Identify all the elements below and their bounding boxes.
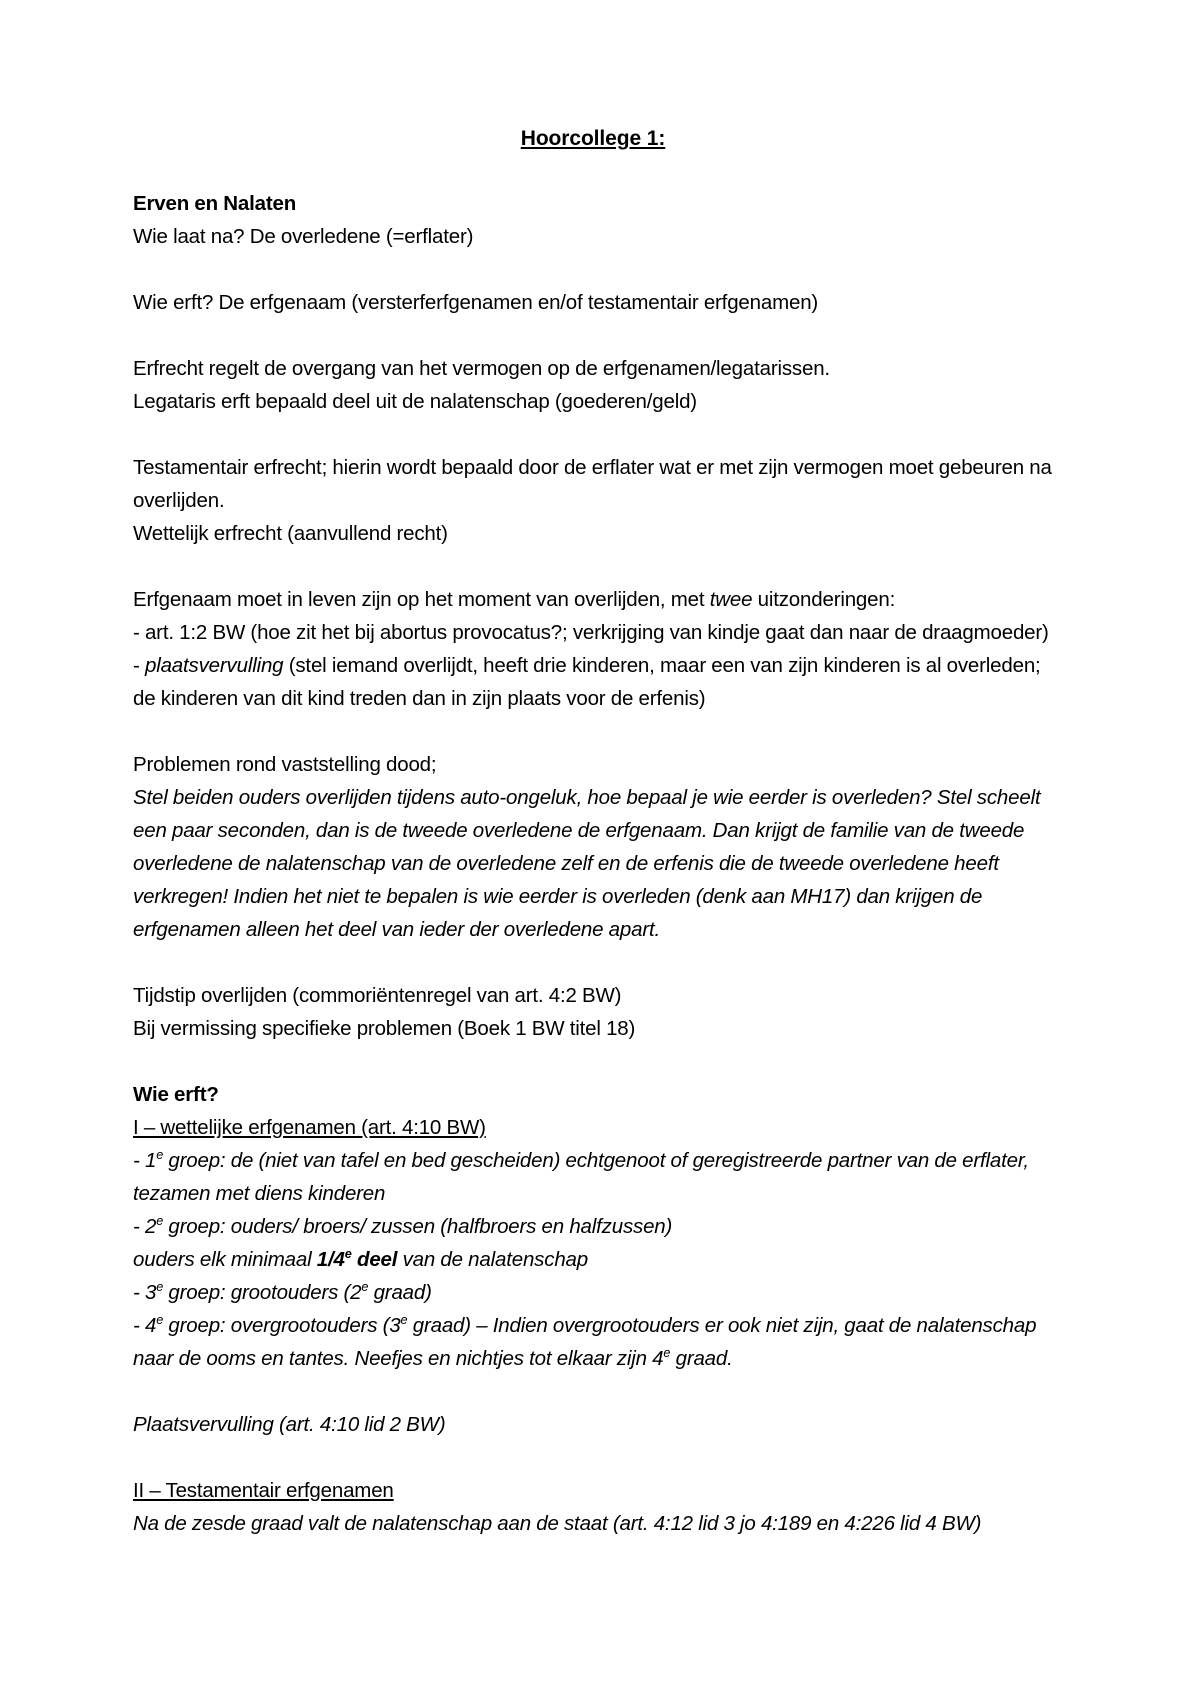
groep-2-post: groep: ouders/ broers/ zussen (halfbroers en halfzussen) — [163, 1215, 673, 1238]
groep-2-ordinal-suffix: e — [156, 1213, 164, 1229]
line-legataris: Legataris erft bepaald deel uit de nalatenschap (goederen/geld) — [133, 390, 697, 413]
list-item-groep-3 — [133, 1276, 1053, 1309]
line-erfrecht-regelt: Erfrecht regelt de overgang van het vermogen op de erfgenamen/legatarissen. — [133, 357, 830, 380]
list-item-uitzondering-1: - art. 1:2 BW (hoe zit het bij abortus provocatus?; verkrijging van kindje gaat dan naar de draagmoeder) — [133, 621, 1049, 644]
groep-4-mid: groep: overgrootouders (3 — [163, 1314, 401, 1337]
heading-erven-label: Erven en Nalaten — [133, 192, 297, 215]
heading-erven-en-nalaten — [133, 187, 1053, 220]
groep-3-pre: - 3 — [133, 1281, 157, 1304]
spacer — [133, 253, 1053, 286]
erfgenaam-post: uitzonderingen: — [752, 588, 896, 611]
line-vermissing: Bij vermissing specifieke problemen (Boek 1 BW titel 18) — [133, 1017, 636, 1040]
uitzondering-2-emphasis-plaatsvervulling: plaatsvervulling — [144, 654, 284, 677]
line-wettelijk-erfrecht: Wettelijk erfrecht (aanvullend recht) — [133, 522, 448, 545]
list-item-groep-4 — [133, 1309, 1053, 1375]
list-item-uitzondering-2 — [133, 649, 1053, 715]
page-title-text: Hoorcollege 1: — [520, 127, 666, 150]
spacer — [133, 319, 1053, 352]
spacer — [133, 946, 1053, 979]
heading-wettelijke-erfgenamen — [133, 1111, 1053, 1144]
page-title — [133, 124, 1053, 154]
erfgenaam-pre: Erfgenaam moet in leven zijn op het moment van overlijden, met — [133, 588, 710, 611]
erfgenaam-emphasis-twee: twee — [709, 588, 753, 611]
groep-3-mid: groep: grootouders (2 — [163, 1281, 362, 1304]
groep-2-pre: - 2 — [133, 1215, 157, 1238]
line-wie-erft-definition: Wie erft? De erfgenaam (versterferfgenamen en/of testamentair erfgenamen) — [133, 291, 819, 314]
heading-testamentair-label: II – Testamentair erfgenamen — [133, 1479, 394, 1502]
line-testamentair-erfrecht: Testamentair erfrecht; hierin wordt bepaald door de erflater wat er met zijn vermogen moet gebeuren na overlijden. — [133, 456, 1052, 512]
list-item-groep-1 — [133, 1144, 1053, 1210]
heading-wettelijke-label: I – wettelijke erfgenamen (art. 4:10 BW) — [133, 1116, 486, 1139]
line-ouders-minimaal-deel — [133, 1243, 1053, 1276]
groep-3-post: graad) — [368, 1281, 432, 1304]
line-zesde-graad-staat: Na de zesde graad valt de nalatenschap aan de staat (art. 4:12 lid 3 jo 4:189 en 4:226 lid 4 BW) — [133, 1512, 982, 1535]
uitzondering-2-dash: - — [133, 654, 145, 677]
heading-problemen-vaststelling-dood: Problemen rond vaststelling dood; — [133, 753, 437, 776]
ouders-bold-fraction — [317, 1248, 397, 1271]
line-plaatsvervulling-artikel: Plaatsvervulling (art. 4:10 lid 2 BW) — [133, 1413, 446, 1436]
groep-4-pre: - 4 — [133, 1314, 157, 1337]
spacer — [133, 715, 1053, 748]
line-wie-laat-na: Wie laat na? De overledene (=erflater) — [133, 225, 474, 248]
spacer — [133, 418, 1053, 451]
spacer — [133, 1441, 1053, 1474]
document-content — [133, 124, 1053, 1540]
groep-1-post: groep: de (niet van tafel en bed gescheiden) echtgenoot of geregistreerde partner van de erflater, tezamen met diens kinderen — [133, 1149, 1029, 1205]
ouders-pre: ouders elk minimaal — [133, 1248, 317, 1271]
line-erfgenaam-in-leven — [133, 583, 1053, 616]
groep-4-mid2: graad) – Indien overgrootouders er ook niet zijn, gaat de nalatenschap naar de ooms en tantes. Neefjes en nichtjes tot elkaar zijn 4 — [133, 1314, 1037, 1370]
groep-4-neefjes-ordinal-suffix: e — [663, 1345, 671, 1361]
list-item-groep-2 — [133, 1210, 1053, 1243]
spacer — [133, 550, 1053, 583]
spacer — [133, 154, 1053, 187]
heading-wie-erft — [133, 1078, 1053, 1111]
heading-testamentair-erfgenamen — [133, 1474, 1053, 1507]
ouders-deel-label: deel — [351, 1248, 398, 1271]
uitzondering-2-post: (stel iemand overlijdt, heeft drie kinderen, maar een van zijn kinderen is al overleden; de kinderen van dit kind treden dan in zijn plaats voor de erfenis) — [133, 654, 1041, 710]
ouders-post: van de nalatenschap — [397, 1248, 588, 1271]
groep-4-ordinal-suffix: e — [156, 1312, 164, 1328]
groep-3-graad-ordinal-suffix: e — [361, 1279, 369, 1295]
groep-1-ordinal-suffix: e — [156, 1147, 164, 1163]
paragraph-problemen-italic: Stel beiden ouders overlijden tijdens auto-ongeluk, hoe bepaal je wie eerder is overleden? Stel scheelt een paar seconden, dan is de tweede overledene de erfgenaam. Dan krijgt de familie van de tweede overledene de nalatenschap van de overledene zelf en de erfenis die de tweede overledene heeft verkregen! Indien het niet te bepalen is wie eerder is overleden (denk aan MH17) dan krijgen de erfgenamen alleen het deel van ieder der overledene apart. — [133, 786, 1041, 941]
groep-4-graad-ordinal-suffix: e — [400, 1312, 408, 1328]
spacer — [133, 1375, 1053, 1408]
groep-1-pre: - 1 — [133, 1149, 157, 1172]
spacer — [133, 1045, 1053, 1078]
groep-4-post: graad. — [670, 1347, 733, 1370]
line-tijdstip-overlijden: Tijdstip overlijden (commoriëntenregel van art. 4:2 BW) — [133, 984, 622, 1007]
groep-3-ordinal-suffix: e — [156, 1279, 164, 1295]
ouders-fraction-value: 1/4 — [316, 1248, 345, 1271]
ouders-ordinal-suffix: e — [344, 1246, 352, 1262]
heading-wie-erft-label: Wie erft? — [133, 1083, 219, 1106]
